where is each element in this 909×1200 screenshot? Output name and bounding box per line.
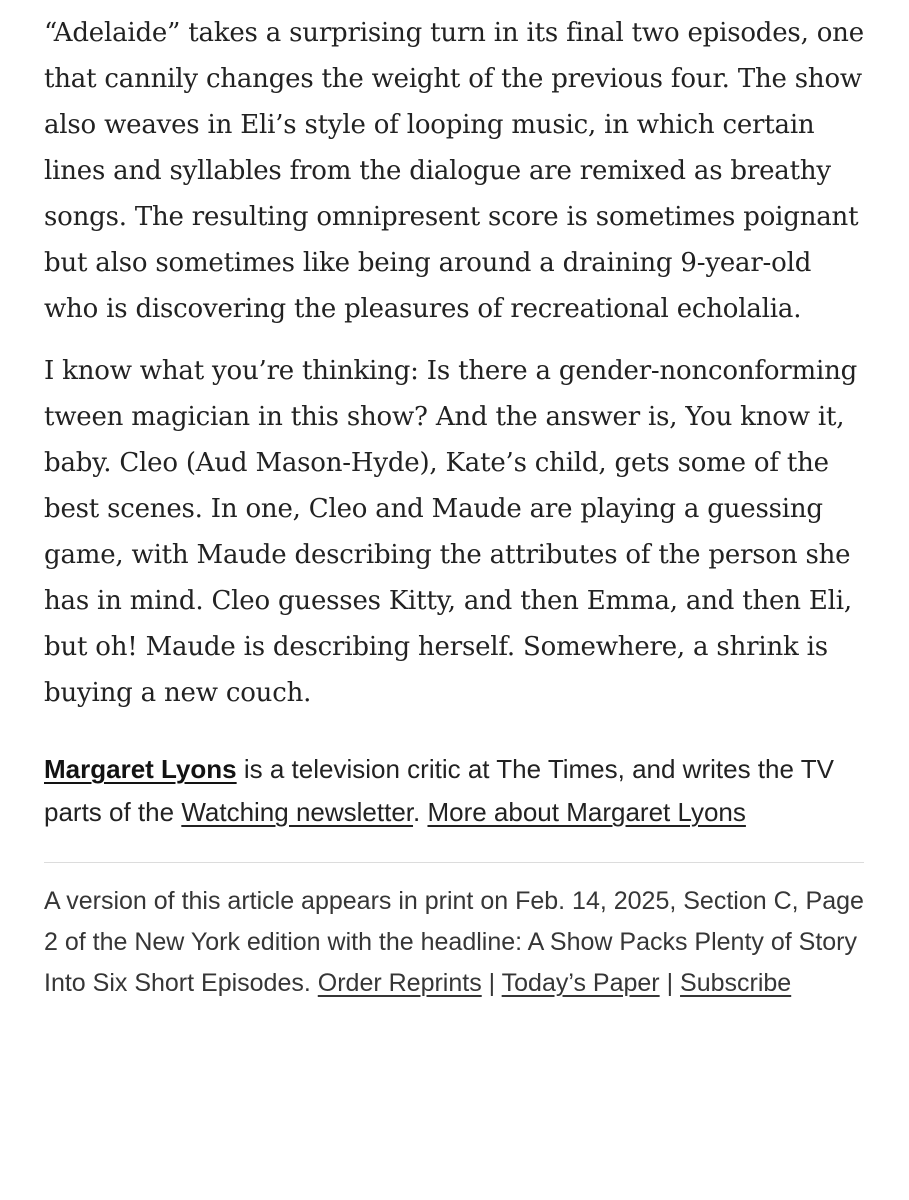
more-about-author-link[interactable]: More about Margaret Lyons	[427, 797, 746, 827]
bio-text: is a television critic at The Times, and writes the TV parts of the	[44, 754, 834, 827]
separator: |	[481, 969, 502, 997]
divider	[44, 862, 864, 863]
order-reprints-link[interactable]: Order Reprints	[317, 969, 482, 997]
article-paragraph: I know what you’re thinking: Is there a gender-nonconforming tween magician in this show? And the answer is, You know it, baby. Cleo (Aud Mason-Hyde), Kate’s child, gets some of the best scenes. In one, Cleo and Maude are playing a guessing game, with Maude describing the attributes of the person she has in mind. Cleo guesses Kitty, and then Emma, and then Eli, but oh! Maude is describing herself. Somewhere, a shrink is buying a new couch.	[44, 356, 858, 708]
subscribe-link[interactable]: Subscribe	[680, 969, 792, 997]
todays-paper-link[interactable]: Today’s Paper	[501, 969, 660, 997]
article-paragraph: “Adelaide” takes a surprising turn in its final two episodes, one that cannily changes the weight of the previous four. The show also weaves in Eli’s style of looping music, in which certain lines and syllables from the dialogue are remixed as breathy songs. The resulting omnipresent score is sometimes poignant but also sometimes like being around a draining 9-year-old who is discovering the pleasures of recreational echolalia.	[44, 18, 864, 324]
print-note	[44, 881, 864, 1004]
bio-text-sep: .	[413, 797, 428, 827]
separator: |	[659, 969, 681, 997]
watching-newsletter-link[interactable]: Watching newsletter	[181, 797, 414, 827]
print-note-text: A version of this article appears in print on Feb. 14, 2025, Section C, Page 2 of the New York edition with the headline: A Show Packs Plenty of Story Into Six Short Episodes.	[44, 887, 864, 997]
author-name-link[interactable]: Margaret Lyons	[44, 754, 237, 784]
article-body	[44, 10, 864, 1004]
author-bio	[44, 748, 864, 834]
